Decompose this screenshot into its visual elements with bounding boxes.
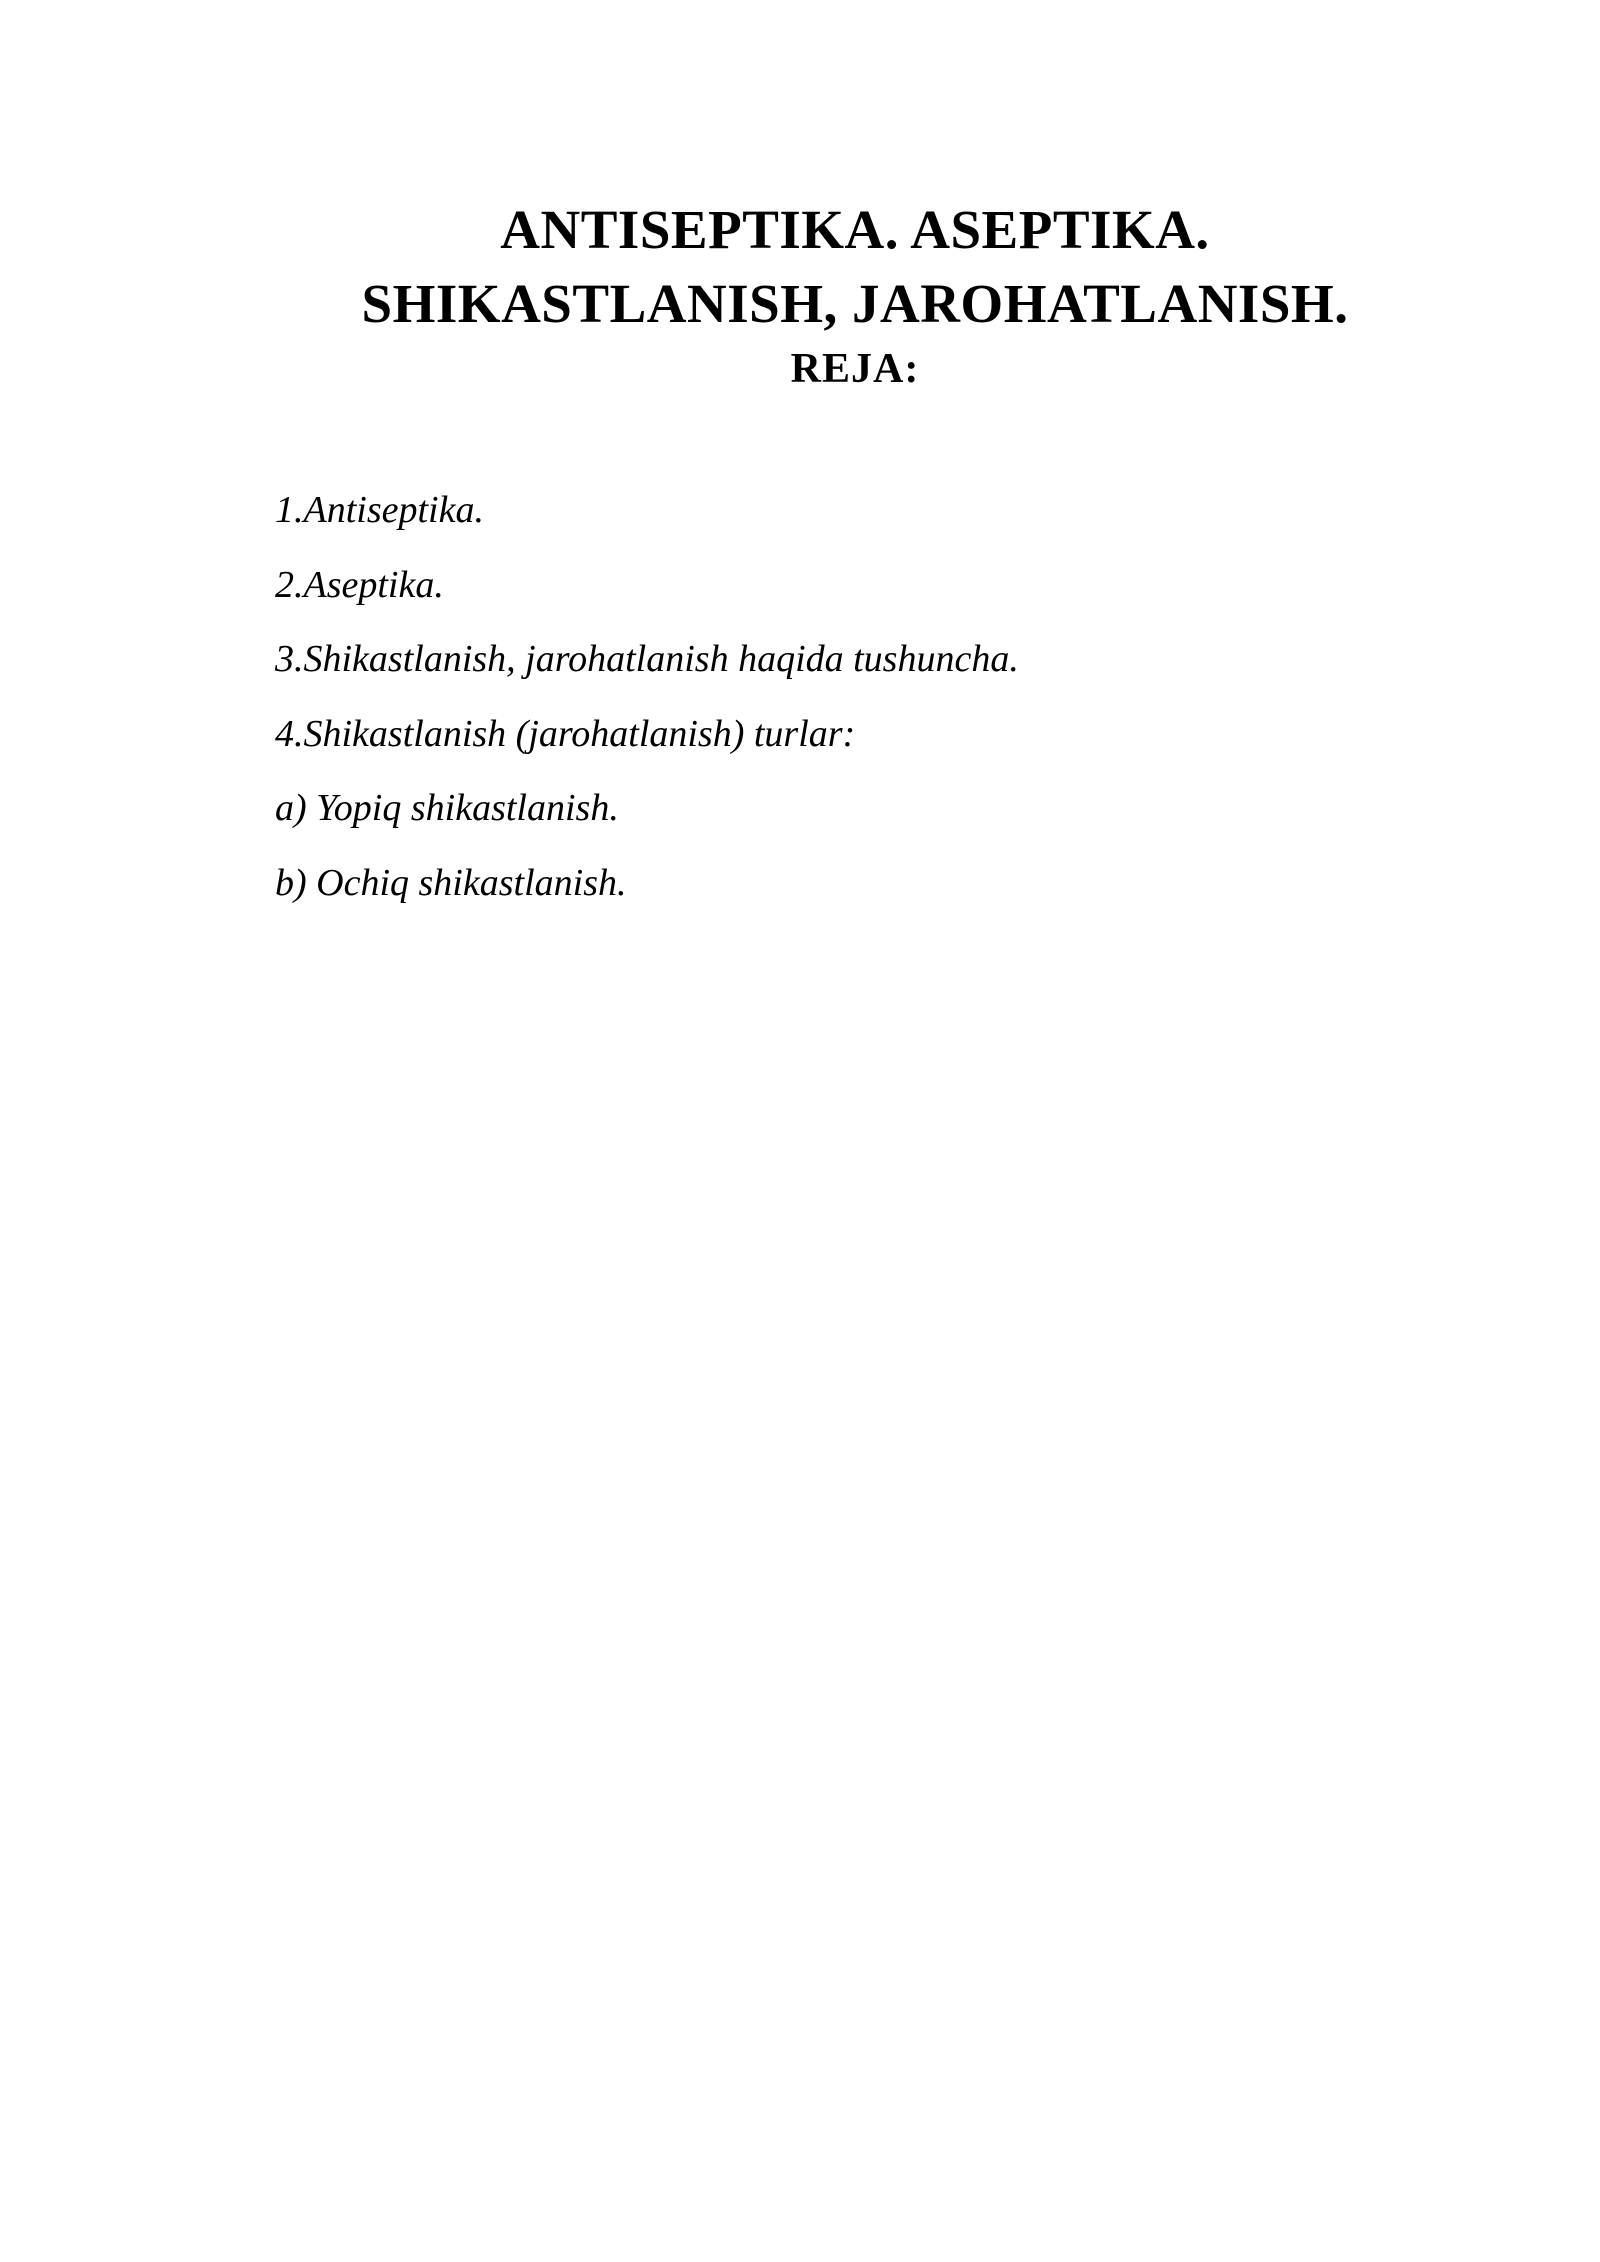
plan-item-open-injury: b) Ochiq shikastlanish. [275, 861, 627, 904]
title-line-2: SHIKASTLANISH, JAROHATLANISH. [361, 272, 1349, 334]
plan-list [275, 473, 1019, 920]
plan-item-concept: 3.Shikastlanish, jarohatlanish haqida tushuncha. [275, 638, 1019, 680]
page-title [330, 193, 1380, 341]
plan-item-aseptika: 2.Aseptika. [275, 563, 444, 606]
plan-item-antiseptika: 1.Antiseptika. [275, 489, 484, 531]
plan-item-closed-injury: a) Yopiq shikastlanish. [275, 787, 619, 829]
plan-item-types: 4.Shikastlanish (jarohatlanish) turlar: [275, 712, 856, 755]
title-line-1: ANTISEPTIKA. ASEPTIKA. [500, 198, 1210, 260]
plan-heading: REJA: [790, 346, 920, 392]
